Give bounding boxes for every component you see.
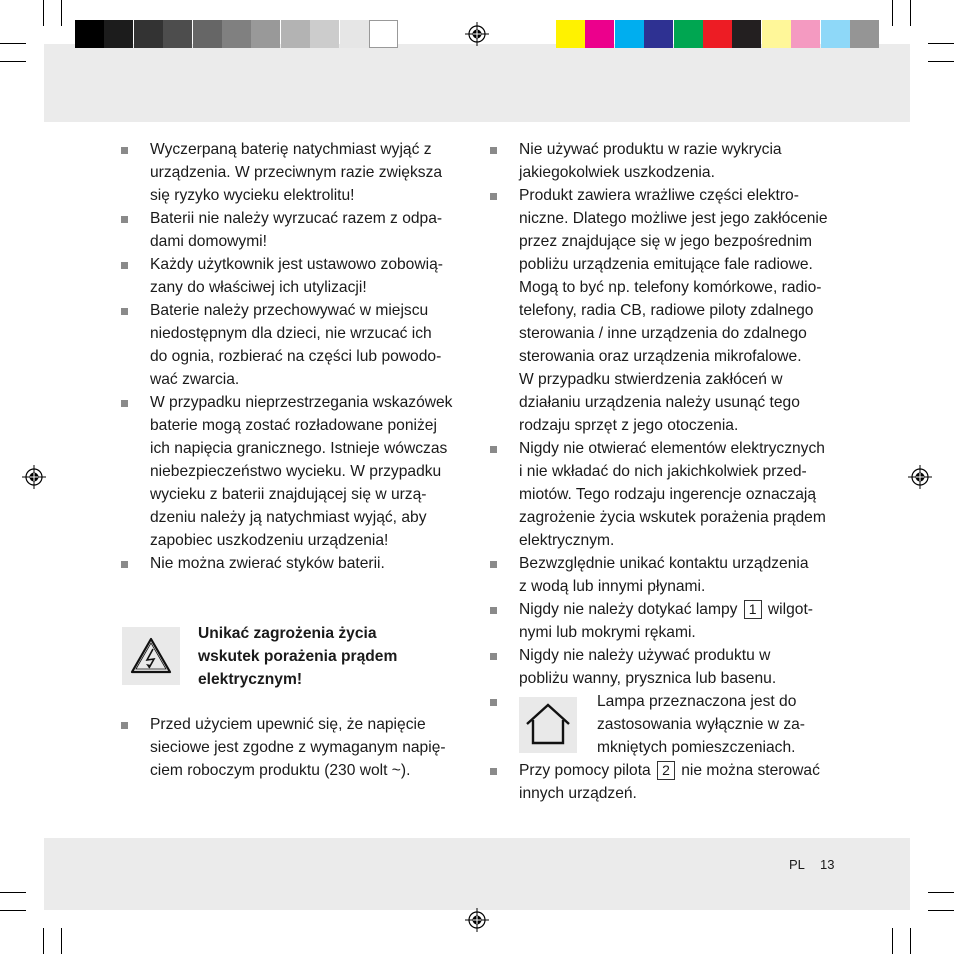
page-number: 13 <box>820 857 835 872</box>
bullet-square <box>490 446 497 453</box>
item-line: zapobiec uszkodzeniu urządzenia! <box>150 532 389 549</box>
color-swatch <box>340 20 369 48</box>
crop-mark <box>928 910 954 911</box>
item-text: nie można sterować <box>681 762 820 779</box>
item-line: ich napięcia granicznego. Istnieje wówczas <box>150 440 448 457</box>
warning-line: wskutek porażenia prądem <box>198 648 398 665</box>
bullet-square <box>490 699 497 706</box>
warning-line: Unikać zagrożenia życia <box>198 625 377 642</box>
color-swatch <box>251 20 280 48</box>
item-line: telefony, radia CB, radiowe piloty zdalnego <box>519 302 814 319</box>
list-item-bath <box>487 644 847 690</box>
item-line: elektrycznym. <box>519 532 615 549</box>
item-line: z wodą lub innymi płynami. <box>519 578 706 595</box>
item-line: ciem roboczym produktu (230 wolt ~). <box>150 762 411 779</box>
item-line: Baterie należy przechowywać w miejscu <box>150 302 429 319</box>
list-item <box>487 184 847 437</box>
warning-icon-box <box>122 627 180 685</box>
item-line: Wyczerpaną baterię natychmiast wyjąć z <box>150 141 432 158</box>
indoor-icon-box <box>519 697 577 753</box>
footer-band <box>44 838 910 910</box>
item-line: miotów. Tego rodzaju ingerencje oznaczają <box>519 486 817 503</box>
item-line: zany do właściwej ich utylizacji! <box>150 279 367 296</box>
item-line: W przypadku stwierdzenia zakłóceń w <box>519 371 783 388</box>
registration-mark-icon <box>908 465 932 489</box>
item-line: urządzenia. W przeciwnym razie zwiększa <box>150 164 443 181</box>
color-swatch <box>703 20 732 48</box>
crop-mark <box>928 61 954 62</box>
item-line: Mogą to być np. telefony komórkowe, radio- <box>519 279 822 296</box>
color-swatch <box>310 20 339 48</box>
list-item <box>118 138 470 207</box>
list-item-lamp <box>487 598 847 644</box>
crop-mark <box>892 0 893 26</box>
item-line: Baterii nie należy wyrzucać razem z odpa- <box>150 210 443 227</box>
list-item <box>487 138 847 184</box>
item-line: zagrożenie życia wskutek porażenia prądem <box>519 509 826 526</box>
crop-mark <box>0 892 26 893</box>
item-line: sieciowe jest zgodne z wymaganym napię- <box>150 739 446 756</box>
item-line: Bezwzględnie unikać kontaktu urządzenia <box>519 555 809 572</box>
bullet-square <box>121 216 128 223</box>
color-swatch <box>163 20 192 48</box>
item-line: niebezpieczeństwo wycieku. W przypadku <box>150 463 442 480</box>
crop-mark <box>928 43 954 44</box>
bullet-square <box>490 193 497 200</box>
list-item <box>118 207 470 253</box>
bullet-square <box>490 653 497 660</box>
color-swatch <box>821 20 850 48</box>
color-swatch <box>732 20 761 48</box>
item-line: Każdy użytkownik jest ustawowo zobowią- <box>150 256 443 273</box>
item-line: dzeniu należy ją natychmiast wyjąć, aby <box>150 509 427 526</box>
list-item <box>487 437 847 552</box>
crop-mark <box>43 928 44 954</box>
list-item <box>118 552 470 575</box>
crop-mark <box>0 43 26 44</box>
item-line: niedostępnym dla dzieci, nie wrzucać ich <box>150 325 432 342</box>
bullet-square <box>490 147 497 154</box>
list-item <box>487 552 847 598</box>
bullet-square <box>121 400 128 407</box>
color-swatch <box>193 20 222 48</box>
bullet-square <box>490 768 497 775</box>
crop-mark <box>0 910 26 911</box>
warning-line: elektrycznym! <box>198 671 303 688</box>
item-line: mkniętych pomieszczeniach. <box>597 739 796 756</box>
item-line: do ognia, rozbierać na części lub powodo- <box>150 348 442 365</box>
crop-mark <box>0 61 26 62</box>
item-line: jakiegokolwiek uszkodzenia. <box>519 164 715 181</box>
electric-hazard-icon <box>122 627 180 685</box>
crop-mark <box>928 892 954 893</box>
warning-heading <box>198 622 468 691</box>
bullet-square <box>490 607 497 614</box>
item-line: Nigdy nie należy używać produktu w <box>519 647 771 664</box>
item-line: działaniu urządzenia należy usunąć tego <box>519 394 800 411</box>
part-number-badge: 1 <box>744 600 762 619</box>
crop-mark <box>61 0 62 26</box>
item-line: W przypadku nieprzestrzegania wskazówek <box>150 394 453 411</box>
right-safety-list <box>487 138 847 598</box>
item-line: sterowania oraz urządzenia mikrofalowe. <box>519 348 802 365</box>
item-line: sterowania / inne urządzenia do zdalnego <box>519 325 807 342</box>
item-line: pobliżu urządzenia emitujące fale radiowe. <box>519 256 813 273</box>
list-item <box>118 391 470 552</box>
color-swatch <box>615 20 644 48</box>
item-line: nymi lub mokrymi rękami. <box>519 624 696 641</box>
color-swatch <box>850 20 879 48</box>
list-item <box>118 299 470 391</box>
color-swatch <box>674 20 703 48</box>
house-icon <box>519 697 577 753</box>
left-last-item <box>118 713 470 782</box>
list-item <box>118 713 470 782</box>
item-line: Produkt zawiera wrażliwe części elektro- <box>519 187 799 204</box>
item-text: Przy pomocy pilota <box>519 762 651 779</box>
crop-mark <box>910 928 911 954</box>
item-line: rodzaju sprzęt z jego otoczenia. <box>519 417 739 434</box>
crop-mark <box>43 0 44 26</box>
registration-mark-icon <box>22 465 46 489</box>
crop-mark <box>910 0 911 26</box>
registration-mark-icon <box>465 908 489 932</box>
crop-mark <box>892 928 893 954</box>
registration-mark-icon <box>465 22 489 46</box>
item-line: baterie mogą zostać rozładowane poniżej <box>150 417 437 434</box>
color-swatch <box>281 20 310 48</box>
item-line: wać zwarcia. <box>150 371 240 388</box>
item-line: przez znajdujące się w jego bezpośrednim <box>519 233 812 250</box>
color-swatch <box>585 20 614 48</box>
item-line: dami domowymi! <box>150 233 267 250</box>
item-line: Nie można zwierać styków baterii. <box>150 555 385 572</box>
item-line: Lampa przeznaczona jest do <box>597 693 797 710</box>
list-item <box>118 253 470 299</box>
color-swatch <box>75 20 104 48</box>
item-line: innych urządzeń. <box>519 785 637 802</box>
color-swatch <box>791 20 820 48</box>
bullet-square <box>121 147 128 154</box>
bullet-square <box>121 308 128 315</box>
item-text: wilgot- <box>767 601 813 618</box>
item-line: pobliżu wanny, prysznica lub basenu. <box>519 670 777 687</box>
bullet-square <box>490 561 497 568</box>
crop-mark <box>61 928 62 954</box>
color-swatch <box>369 20 398 48</box>
item-line: Nigdy nie otwierać elementów elektrycznych <box>519 440 825 457</box>
item-line: niczne. Dlatego możliwe jest jego zakłócenie <box>519 210 828 227</box>
color-swatch <box>134 20 163 48</box>
header-band <box>44 44 910 122</box>
item-line: i nie wkładać do nich jakichkolwiek przed- <box>519 463 807 480</box>
bullet-square <box>121 722 128 729</box>
item-line: Przed użyciem upewnić się, że napięcie <box>150 716 426 733</box>
color-swatch <box>222 20 251 48</box>
bullet-square <box>121 561 128 568</box>
color-swatch <box>104 20 133 48</box>
list-item-remote <box>487 759 847 805</box>
bullet-square <box>121 262 128 269</box>
color-swatch <box>644 20 673 48</box>
item-line: wycieku z baterii znajdującej się w urzą- <box>150 486 427 503</box>
item-text: Nigdy nie należy dotykać lampy <box>519 601 738 618</box>
left-safety-list <box>118 138 470 575</box>
item-line: Nie używać produktu w razie wykrycia <box>519 141 782 158</box>
color-swatch <box>556 20 585 48</box>
footer-language: PL <box>789 857 805 872</box>
color-swatch <box>762 20 791 48</box>
item-line: zastosowania wyłącznie w za- <box>597 716 806 733</box>
part-number-badge: 2 <box>657 761 675 780</box>
item-line: się ryzyko wycieku elektrolitu! <box>150 187 355 204</box>
